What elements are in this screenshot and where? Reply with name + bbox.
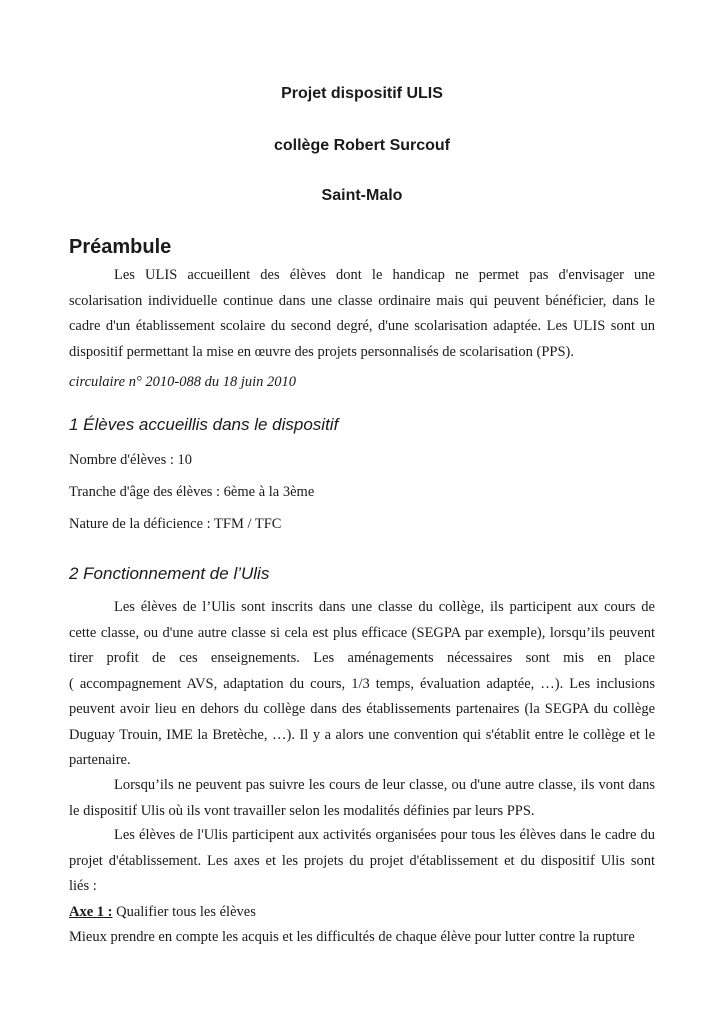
paragraph-line: cette classe, ou d'une autre classe si cela est plus efficace (SEGPA par exemple), lorsqu’ils peuvent (69, 624, 655, 641)
paragraph-line: Lorsqu’ils ne peuvent pas suivre les cours de leur classe, ou d'une autre classe, ils vont dans (114, 777, 655, 793)
preambule-line: Les ULIS accueillent des élèves dont le handicap ne permet pas d'envisager une (114, 267, 655, 283)
paragraph-line: Mieux prendre en compte les acquis et les difficultés de chaque élève pour lutter contre la rupture (69, 929, 635, 945)
section2-paragraph-2 (69, 773, 655, 824)
paragraph-line: peuvent avoir lieu en dehors du collège dans des établissements partenaires (la SEGPA du collège (69, 701, 655, 717)
preambule-line: scolarisation individuelle continue dans une classe ordinaire mais qui peuvent bénéficier, dans le (69, 292, 655, 309)
paragraph-line: projet d'établissement. Les axes et les projets du projet d'établissement et du dispositif Ulis sont (69, 852, 655, 869)
nombre-eleves: Nombre d'élèves : 10 (69, 452, 193, 468)
preambule-heading: Préambule (69, 236, 172, 258)
section1-heading: 1 Élèves accueillis dans le dispositif (69, 415, 339, 434)
paragraph-line: ( accompagnement AVS, adaptation du cours, 1/3 temps, évaluation adaptée, …). Les inclusions (69, 675, 655, 692)
section2-paragraph-3 (69, 823, 655, 900)
preambule-paragraph (69, 263, 655, 365)
axe1-line (69, 900, 655, 926)
axe1-label: Axe 1 : (69, 904, 113, 920)
paragraph-line: Duguay Trouin, IME la Bretèche, …). Il y a alors une convention qui s'établit entre le collège et le (69, 726, 655, 743)
paragraph-line: Les élèves de l’Ulis sont inscrits dans une classe du collège, ils participent aux cours de (114, 599, 655, 615)
section2-heading: 2 Fonctionnement de l’Ulis (69, 564, 270, 583)
circulaire-reference: circulaire n° 2010-088 du 18 juin 2010 (69, 374, 297, 390)
preambule-line: dispositif permettant la mise en œuvre des projets personnalisés de scolarisation (PPS). (69, 343, 574, 360)
document-title: Projet dispositif ULIS (281, 85, 443, 102)
city-name: Saint-Malo (321, 187, 403, 204)
paragraph-line: le dispositif Ulis où ils vont travailler selon les modalités définies par leurs PPS. (69, 802, 535, 819)
nature-deficience: Nature de la déficience : TFM / TFC (69, 516, 282, 532)
school-name: collège Robert Surcouf (273, 137, 451, 154)
paragraph-line: tirer profit de ces enseignements. Les aménagements nécessaires sont mis en place (69, 650, 655, 666)
paragraph-line: partenaire. (69, 752, 131, 768)
paragraph-line: liés : (69, 878, 97, 894)
preambule-line: cadre d'un établissement scolaire du second degré, d'une scolarisation adaptée. Les ULIS sont un (69, 318, 655, 334)
section2-paragraph-1 (69, 595, 655, 774)
paragraph-line: Les élèves de l'Ulis participent aux activités organisées pour tous les élèves dans le cadre du (114, 827, 655, 843)
tranche-age: Tranche d'âge des élèves : 6ème à la 3ème (69, 484, 315, 500)
last-line (69, 925, 655, 951)
axe1-text: Qualifier tous les élèves (112, 904, 256, 920)
